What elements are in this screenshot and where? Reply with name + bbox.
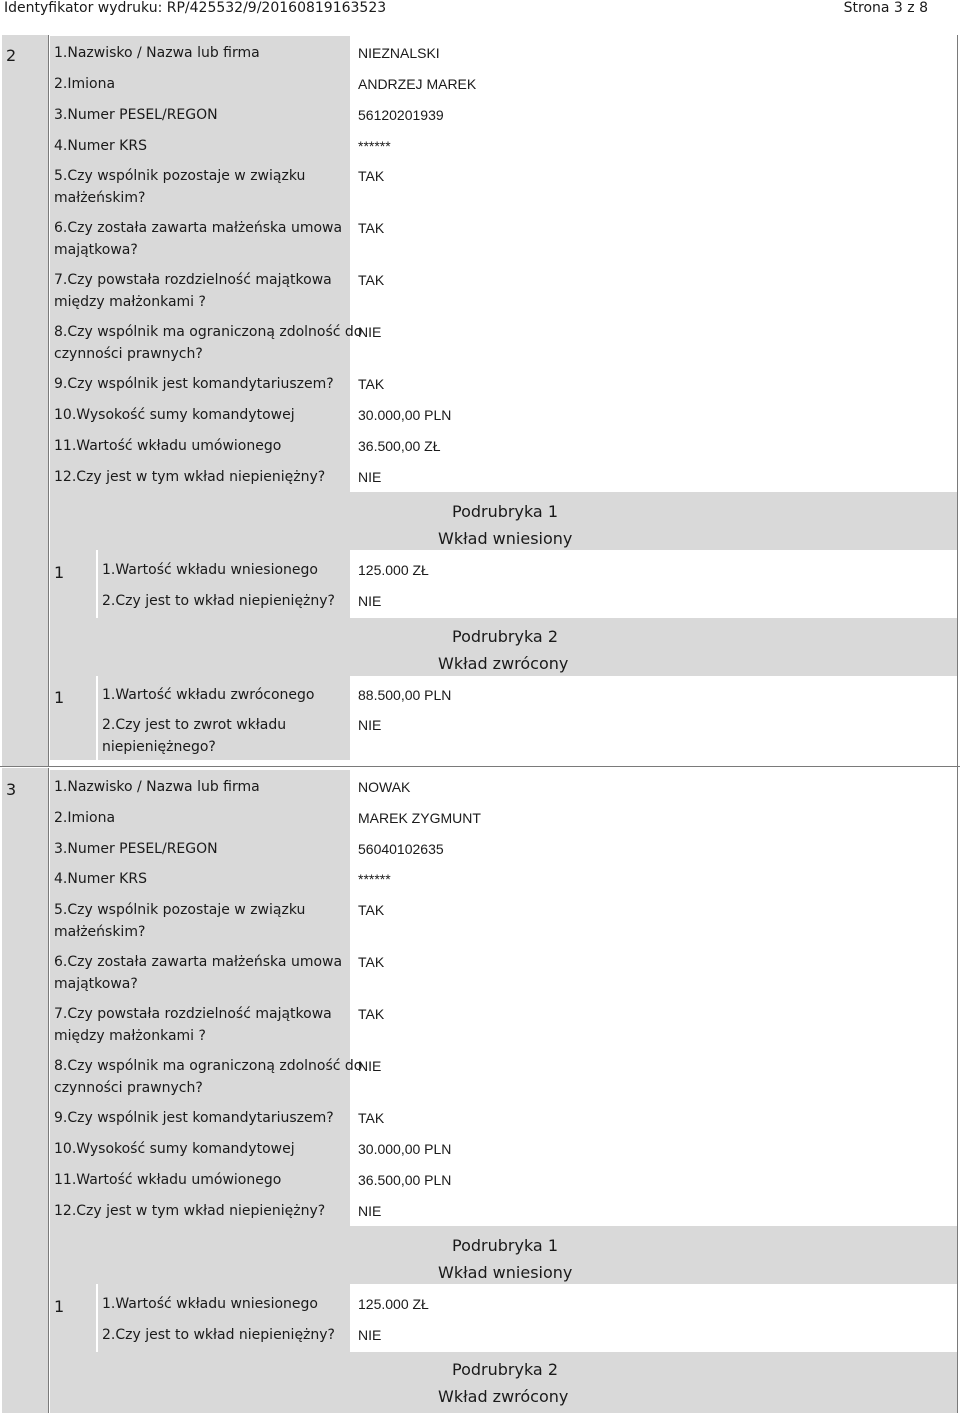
divider xyxy=(48,768,49,1413)
field-value: ****** xyxy=(358,871,391,887)
divider xyxy=(48,35,49,766)
field-value: NIE xyxy=(358,1327,382,1343)
field-value: MAREK ZYGMUNT xyxy=(358,810,481,826)
field-value: 125.000 ZŁ xyxy=(358,562,429,578)
field-label: 8.Czy wspólnik ma ograniczoną zdolność do xyxy=(54,1058,363,1074)
field-label-cont: majątkowa? xyxy=(54,242,138,258)
field-label: 5.Czy wspólnik pozostaje w związku xyxy=(54,168,306,184)
field-value: TAK xyxy=(358,168,385,184)
field-value: TAK xyxy=(358,954,385,970)
field-label-cont: małżeńskim? xyxy=(54,190,146,206)
subsection-title: Podrubryka 2 xyxy=(452,1360,558,1379)
field-label: 1.Nazwisko / Nazwa lub firma xyxy=(54,779,260,795)
field-value: 30.000,00 PLN xyxy=(358,1141,452,1157)
s3-sub1-number-cell xyxy=(50,1284,96,1352)
field-label: 2.Czy jest to wkład niepieniężny? xyxy=(102,593,335,609)
field-label: 11.Wartość wkładu umówionego xyxy=(54,1172,282,1188)
field-value: NIE xyxy=(358,324,382,340)
field-value: NOWAK xyxy=(358,779,411,795)
subsection-entry-number: 1 xyxy=(54,1297,65,1316)
field-value: TAK xyxy=(358,1110,385,1126)
field-label: 12.Czy jest w tym wkład niepieniężny? xyxy=(54,469,326,485)
page-indicator: Strona 3 z 8 xyxy=(843,0,928,16)
field-label: 12.Czy jest w tym wkład niepieniężny? xyxy=(54,1203,326,1219)
section-number: 3 xyxy=(6,780,17,799)
field-label: 10.Wysokość sumy komandytowej xyxy=(54,1141,295,1157)
field-label: 9.Czy wspólnik jest komandytariuszem? xyxy=(54,376,334,392)
section-2-label-column xyxy=(50,36,350,492)
field-value: 56040102635 xyxy=(358,841,444,857)
field-label: 1.Nazwisko / Nazwa lub firma xyxy=(54,45,260,61)
field-value: NIE xyxy=(358,1203,382,1219)
field-value: TAK xyxy=(358,902,385,918)
field-value: NIE xyxy=(358,469,382,485)
field-value: TAK xyxy=(358,220,385,236)
field-value: ****** xyxy=(358,138,391,154)
field-label: 8.Czy wspólnik ma ograniczoną zdolność do xyxy=(54,324,363,340)
field-label: 9.Czy wspólnik jest komandytariuszem? xyxy=(54,1110,334,1126)
field-label: 7.Czy powstała rozdzielność majątkowa xyxy=(54,272,332,288)
subsection-subtitle: Wkład zwrócony xyxy=(438,654,569,673)
right-border xyxy=(957,35,958,1413)
section-2-number-cell xyxy=(2,35,48,766)
field-label-cont: czynności prawnych? xyxy=(54,346,203,362)
field-label: 2.Czy jest to wkład niepieniężny? xyxy=(102,1327,335,1343)
section-3-number-cell xyxy=(2,768,48,1413)
section-number: 2 xyxy=(6,46,17,65)
field-value: 88.500,00 PLN xyxy=(358,687,452,703)
field-value: NIE xyxy=(358,593,382,609)
field-value: ANDRZEJ MAREK xyxy=(358,76,477,92)
field-label-cont: między małżonkami ? xyxy=(54,294,206,310)
field-value: 125.000 ZŁ xyxy=(358,1296,429,1312)
field-label: 1.Wartość wkładu zwróconego xyxy=(102,687,315,703)
field-value: 36.500,00 ZŁ xyxy=(358,438,441,454)
subsection-entry-number: 1 xyxy=(54,688,65,707)
field-label-cont: między małżonkami ? xyxy=(54,1028,206,1044)
sub1-number-cell xyxy=(50,550,96,618)
field-label: 1.Wartość wkładu wniesionego xyxy=(102,562,318,578)
subsection-title: Podrubryka 1 xyxy=(452,1236,558,1255)
field-label-cont: małżeńskim? xyxy=(54,924,146,940)
field-label: 2.Imiona xyxy=(54,810,116,826)
subsection-subtitle: Wkład wniesiony xyxy=(438,1263,573,1282)
subsection-subtitle: Wkład wniesiony xyxy=(438,529,573,548)
subsection-entry-number: 1 xyxy=(54,563,65,582)
field-value: TAK xyxy=(358,376,385,392)
field-value: NIEZNALSKI xyxy=(358,45,440,61)
print-identifier: Identyfikator wydruku: RP/425532/9/20160819163523 xyxy=(4,0,387,16)
field-label: 1.Wartość wkładu wniesionego xyxy=(102,1296,318,1312)
field-value: TAK xyxy=(358,272,385,288)
field-value: NIE xyxy=(358,717,382,733)
field-label: 4.Numer KRS xyxy=(54,138,147,154)
field-label: 6.Czy została zawarta małżeńska umowa xyxy=(54,220,343,236)
field-label: 2.Imiona xyxy=(54,76,116,92)
field-value: NIE xyxy=(358,1058,382,1074)
field-label: 10.Wysokość sumy komandytowej xyxy=(54,407,295,423)
field-label: 11.Wartość wkładu umówionego xyxy=(54,438,282,454)
field-label: 6.Czy została zawarta małżeńska umowa xyxy=(54,954,343,970)
field-label: 7.Czy powstała rozdzielność majątkowa xyxy=(54,1006,332,1022)
field-label-cont: majątkowa? xyxy=(54,976,138,992)
subsection-subtitle: Wkład zwrócony xyxy=(438,1387,569,1406)
subsection-title: Podrubryka 1 xyxy=(452,502,558,521)
section-3-label-column xyxy=(50,770,350,1226)
field-label-cont: niepieniężnego? xyxy=(102,739,216,755)
field-label: 3.Numer PESEL/REGON xyxy=(54,107,218,123)
print-header xyxy=(0,0,960,18)
field-value: TAK xyxy=(358,1006,385,1022)
field-label: 2.Czy jest to zwrot wkładu xyxy=(102,717,287,733)
field-label-cont: czynności prawnych? xyxy=(54,1080,203,1096)
field-value: 36.500,00 PLN xyxy=(358,1172,452,1188)
field-value: 56120201939 xyxy=(358,107,444,123)
field-value: 30.000,00 PLN xyxy=(358,407,452,423)
field-label: 4.Numer KRS xyxy=(54,871,147,887)
field-label: 3.Numer PESEL/REGON xyxy=(54,841,218,857)
subsection-title: Podrubryka 2 xyxy=(452,627,558,646)
field-label: 5.Czy wspólnik pozostaje w związku xyxy=(54,902,306,918)
section-separator xyxy=(0,766,960,767)
